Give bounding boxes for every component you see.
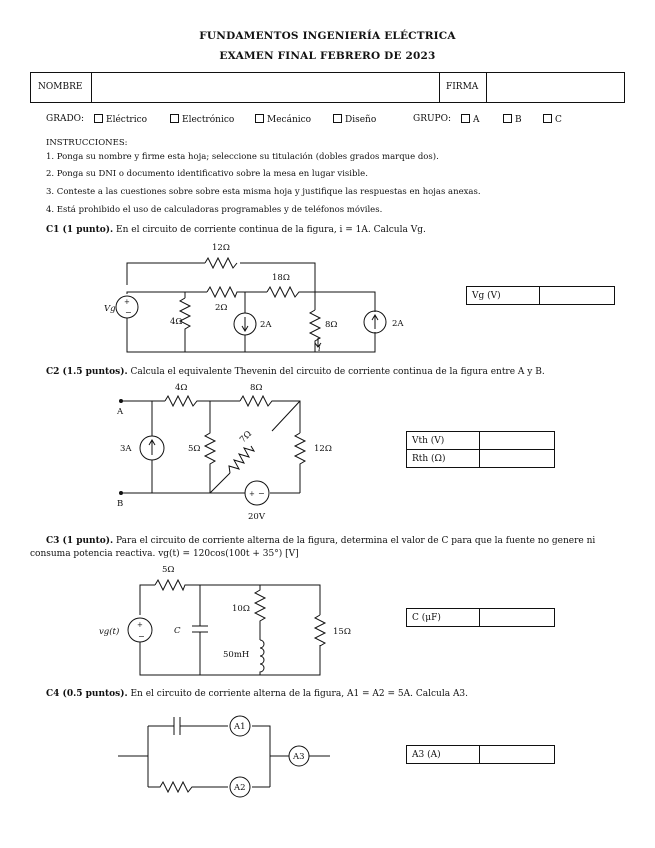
- c2-answer-label-rth: Rth (Ω): [407, 450, 480, 468]
- c4-answer-label: A3 (A): [407, 746, 480, 764]
- c4-a2-label: A2: [234, 783, 246, 793]
- question-c1-label: C1 (1 punto).: [46, 225, 114, 235]
- question-c2-label: C2 (1.5 puntos).: [46, 367, 128, 377]
- question-c2: [46, 367, 545, 377]
- c1-r-shunt-label: 8Ω: [325, 320, 338, 330]
- checkbox-icon: [543, 114, 552, 123]
- svg-text:−: −: [125, 308, 132, 317]
- group-option-c[interactable]: C: [543, 114, 562, 125]
- svg-text:+: +: [249, 490, 255, 498]
- svg-text:−: −: [258, 489, 265, 498]
- c2-node-a-label: A: [117, 407, 124, 417]
- name-field[interactable]: [92, 73, 439, 102]
- checkbox-icon: [461, 114, 470, 123]
- checkbox-icon: [255, 114, 264, 123]
- c2-answer-field-vth[interactable]: [480, 432, 555, 450]
- group-option-b[interactable]: B: [503, 114, 522, 125]
- degree-option-electronico[interactable]: Electrónico: [170, 114, 234, 125]
- circuit-c4: [0, 705, 655, 805]
- signature-label: FIRMA: [446, 82, 479, 92]
- question-c2-text: Calcula el equivalente Thevenin del circuito de corriente continua de la figura entre A y B.: [130, 367, 545, 377]
- c3-r1-label: 5Ω: [162, 565, 175, 575]
- signature-field[interactable]: [487, 73, 624, 102]
- c2-answer-table: [406, 431, 555, 468]
- question-c4: [46, 689, 468, 699]
- c1-answer-field[interactable]: [540, 287, 615, 305]
- c1-r-right-label: 18Ω: [272, 273, 290, 283]
- c3-cap-label: C: [174, 626, 181, 636]
- instruction-item: 3. Conteste a las cuestiones sobre sobre esta misma hoja y justifique las respuestas en hojas anexas.: [46, 187, 481, 197]
- c2-node-b-label: B: [117, 499, 124, 509]
- c2-r4-label: 7Ω: [238, 429, 254, 446]
- c1-i-src2-label: 2A: [392, 319, 404, 329]
- question-c4-label: C4 (0.5 puntos).: [46, 689, 128, 699]
- c2-i-src-label: 3A: [120, 444, 132, 454]
- c3-r2-label: 10Ω: [232, 604, 250, 614]
- degree-option-mecanico[interactable]: Mecánico: [255, 114, 311, 125]
- checkbox-icon: [94, 114, 103, 123]
- c2-r3-label: 5Ω: [188, 444, 201, 454]
- instruction-item: 1. Ponga su nombre y firme esta hoja; seleccione su titulación (dobles grados marque dos).: [46, 152, 439, 162]
- exam-title: FUNDAMENTOS INGENIERÍA ELÉCTRICA: [199, 30, 456, 42]
- c1-r-top-label: 12Ω: [212, 243, 230, 253]
- checkbox-icon: [333, 114, 342, 123]
- c3-ind-label: 50mH: [223, 650, 250, 660]
- instructions-heading: INSTRUCCIONES:: [46, 138, 128, 148]
- checkbox-icon: [170, 114, 179, 123]
- svg-text:+: +: [124, 298, 130, 306]
- c2-answer-field-rth[interactable]: [480, 450, 555, 468]
- instruction-item: 2. Ponga su DNI o documento identificativo sobre la mesa en lugar visible.: [46, 169, 368, 179]
- c1-r-left-label: 4Ω: [170, 317, 183, 327]
- c1-source-label: Vg: [104, 304, 116, 314]
- name-label: NOMBRE: [38, 82, 83, 92]
- c3-answer-label: C (μF): [407, 609, 480, 627]
- c2-answer-label-vth: Vth (V): [407, 432, 480, 450]
- question-c4-text: En el circuito de corriente alterna de la figura, A1 = A2 = 5A. Calcula A3.: [130, 689, 469, 699]
- c1-i-src1-label: 2A: [260, 320, 272, 330]
- c1-answer-label: Vg (V): [467, 287, 540, 305]
- c1-answer-table: [466, 286, 615, 305]
- c2-r5-label: 12Ω: [314, 444, 332, 454]
- c4-answer-table: [406, 745, 555, 764]
- svg-text:+: +: [137, 621, 143, 629]
- c2-r2-label: 8Ω: [250, 383, 263, 393]
- degree-option-diseno[interactable]: Diseño: [333, 114, 376, 125]
- group-option-a[interactable]: A: [461, 114, 480, 125]
- question-c1: [46, 225, 426, 235]
- c4-a1-label: A1: [234, 722, 246, 732]
- exam-subtitle: EXAMEN FINAL FEBRERO DE 2023: [219, 50, 436, 62]
- c3-r3-label: 15Ω: [333, 627, 351, 637]
- question-c3-text: Para el circuito de corriente alterna de la figura, determina el valor de C para que la fuente no genere ni consuma potencia reactiva. vg(t) = 120cos(100t + 35°) [V]: [30, 536, 596, 559]
- c3-source-label: vg(t): [99, 627, 120, 637]
- svg-text:−: −: [138, 632, 145, 641]
- c2-v-src-label: 20V: [248, 512, 265, 522]
- instruction-item: 4. Está prohibido el uso de calculadoras programables y de teléfonos móviles.: [46, 205, 383, 215]
- question-c3: [30, 535, 630, 561]
- c3-answer-field[interactable]: [480, 609, 555, 627]
- c4-answer-field[interactable]: [480, 746, 555, 764]
- circuit-c2: [0, 378, 655, 528]
- c3-answer-table: [406, 608, 555, 627]
- degree-label: GRADO:: [46, 114, 85, 124]
- question-c1-text: En el circuito de corriente continua de la figura, i = 1A. Calcula Vg.: [116, 225, 426, 235]
- c1-r-mid-label: 2Ω: [215, 303, 228, 313]
- c1-current-label: i: [318, 344, 321, 354]
- c2-r1-label: 4Ω: [175, 383, 188, 393]
- degree-option-electrico[interactable]: Eléctrico: [94, 114, 147, 125]
- question-c3-label: C3 (1 punto).: [46, 536, 114, 546]
- checkbox-icon: [503, 114, 512, 123]
- circuit-c3: [0, 560, 655, 685]
- group-label: GRUPO:: [413, 114, 452, 124]
- name-signature-box: [30, 72, 625, 103]
- c4-a3-label: A3: [293, 752, 305, 762]
